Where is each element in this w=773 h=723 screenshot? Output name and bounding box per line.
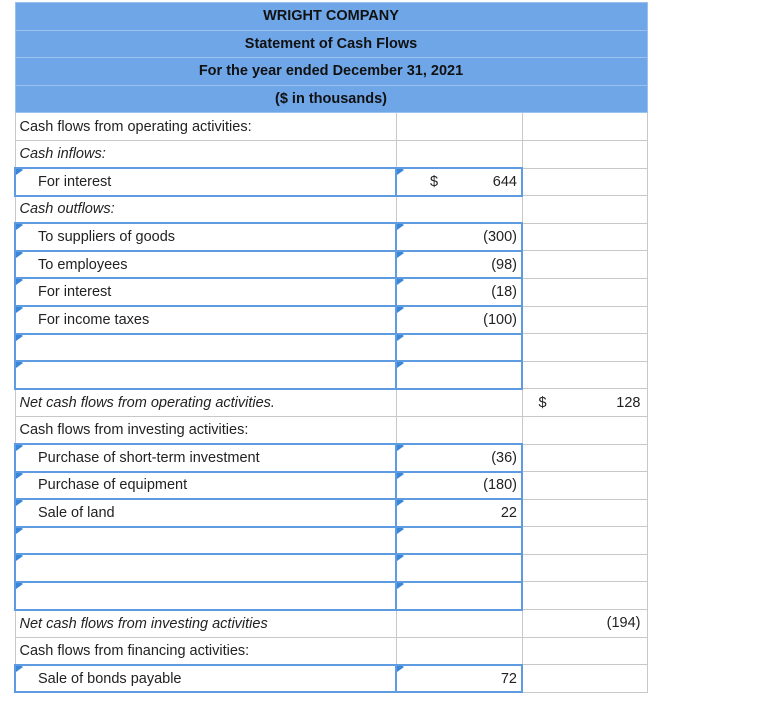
- empty-cell: [522, 361, 647, 389]
- net-operating-amount: [522, 389, 647, 417]
- empty-cell: [522, 582, 647, 610]
- empty-cell: [396, 637, 522, 665]
- empty-cell: [396, 113, 522, 141]
- table-row: [15, 361, 647, 389]
- empty-cell: [522, 251, 647, 279]
- table-row: [15, 665, 647, 693]
- empty-cell: [522, 499, 647, 527]
- line-item-input[interactable]: For interest: [15, 168, 396, 196]
- section-row: [15, 416, 647, 444]
- line-item-input[interactable]: To employees: [15, 251, 396, 279]
- net-operating-label: Net cash flows from operating activities.: [15, 389, 396, 417]
- operating-heading: Cash flows from operating activities:: [15, 113, 396, 141]
- empty-cell: [522, 113, 647, 141]
- table-row: [15, 582, 647, 610]
- empty-cell: [522, 196, 647, 224]
- amount-input[interactable]: (300): [396, 223, 522, 251]
- amount-input[interactable]: (100): [396, 306, 522, 334]
- table-row: [15, 444, 647, 472]
- line-item-input[interactable]: Sale of bonds payable: [15, 665, 396, 693]
- table-row: [15, 168, 647, 196]
- empty-cell: [522, 223, 647, 251]
- empty-cell: [522, 306, 647, 334]
- net-investing-amount: (194): [522, 610, 647, 638]
- amount-input[interactable]: 22: [396, 499, 522, 527]
- section-row: [15, 637, 647, 665]
- total-row: [15, 389, 647, 417]
- amount-input[interactable]: (98): [396, 251, 522, 279]
- empty-cell: [396, 416, 522, 444]
- amount-value: 128: [616, 394, 641, 411]
- empty-cell: [396, 196, 522, 224]
- header-row: [15, 30, 647, 58]
- amount-input[interactable]: (180): [396, 472, 522, 500]
- empty-amount-input[interactable]: [396, 554, 522, 582]
- net-investing-label: Net cash flows from investing activities: [15, 610, 396, 638]
- empty-cell: [396, 389, 522, 417]
- table-row: [15, 306, 647, 334]
- empty-amount-input[interactable]: [396, 527, 522, 555]
- empty-cell: [522, 278, 647, 306]
- cash-inflows-label: Cash inflows:: [15, 140, 396, 168]
- empty-cell: [522, 554, 647, 582]
- empty-cell: [522, 416, 647, 444]
- table-row: [15, 472, 647, 500]
- table-row: [15, 499, 647, 527]
- empty-cell: [396, 140, 522, 168]
- table-row: [15, 251, 647, 279]
- section-row: [15, 140, 647, 168]
- amount-value: 644: [492, 173, 517, 190]
- empty-cell: [522, 637, 647, 665]
- empty-line-item-input[interactable]: [15, 582, 396, 610]
- table-row: [15, 527, 647, 555]
- header-row: [15, 58, 647, 86]
- line-item-input[interactable]: For interest: [15, 278, 396, 306]
- table-row: [15, 278, 647, 306]
- empty-cell: [522, 444, 647, 472]
- total-row: [15, 610, 647, 638]
- company-name: WRIGHT COMPANY: [15, 3, 647, 31]
- header-row: [15, 85, 647, 113]
- amount-input[interactable]: [396, 168, 522, 196]
- empty-line-item-input[interactable]: [15, 554, 396, 582]
- empty-line-item-input[interactable]: [15, 361, 396, 389]
- empty-cell: [396, 610, 522, 638]
- cash-outflows-label: Cash outflows:: [15, 196, 396, 224]
- currency-symbol: $: [430, 173, 439, 190]
- amount-input[interactable]: (18): [396, 278, 522, 306]
- empty-cell: [522, 334, 647, 362]
- statement-units: ($ in thousands): [15, 85, 647, 113]
- empty-line-item-input[interactable]: [15, 527, 396, 555]
- financing-heading: Cash flows from financing activities:: [15, 637, 396, 665]
- amount-input[interactable]: (36): [396, 444, 522, 472]
- cash-flow-statement-table: [14, 2, 648, 693]
- empty-amount-input[interactable]: [396, 361, 522, 389]
- section-row: [15, 113, 647, 141]
- table-row: [15, 223, 647, 251]
- line-item-input[interactable]: For income taxes: [15, 306, 396, 334]
- empty-amount-input[interactable]: [396, 582, 522, 610]
- line-item-input[interactable]: Purchase of equipment: [15, 472, 396, 500]
- currency-symbol: $: [538, 394, 547, 411]
- line-item-input[interactable]: Purchase of short-term investment: [15, 444, 396, 472]
- empty-cell: [522, 527, 647, 555]
- investing-heading: Cash flows from investing activities:: [15, 416, 396, 444]
- line-item-input[interactable]: To suppliers of goods: [15, 223, 396, 251]
- line-item-input[interactable]: Sale of land: [15, 499, 396, 527]
- table-row: [15, 334, 647, 362]
- section-row: [15, 196, 647, 224]
- statement-period: For the year ended December 31, 2021: [15, 58, 647, 86]
- empty-line-item-input[interactable]: [15, 334, 396, 362]
- header-row: [15, 3, 647, 31]
- empty-cell: [522, 665, 647, 693]
- empty-cell: [522, 168, 647, 196]
- empty-amount-input[interactable]: [396, 334, 522, 362]
- amount-input[interactable]: 72: [396, 665, 522, 693]
- statement-title: Statement of Cash Flows: [15, 30, 647, 58]
- empty-cell: [522, 140, 647, 168]
- empty-cell: [522, 472, 647, 500]
- table-row: [15, 554, 647, 582]
